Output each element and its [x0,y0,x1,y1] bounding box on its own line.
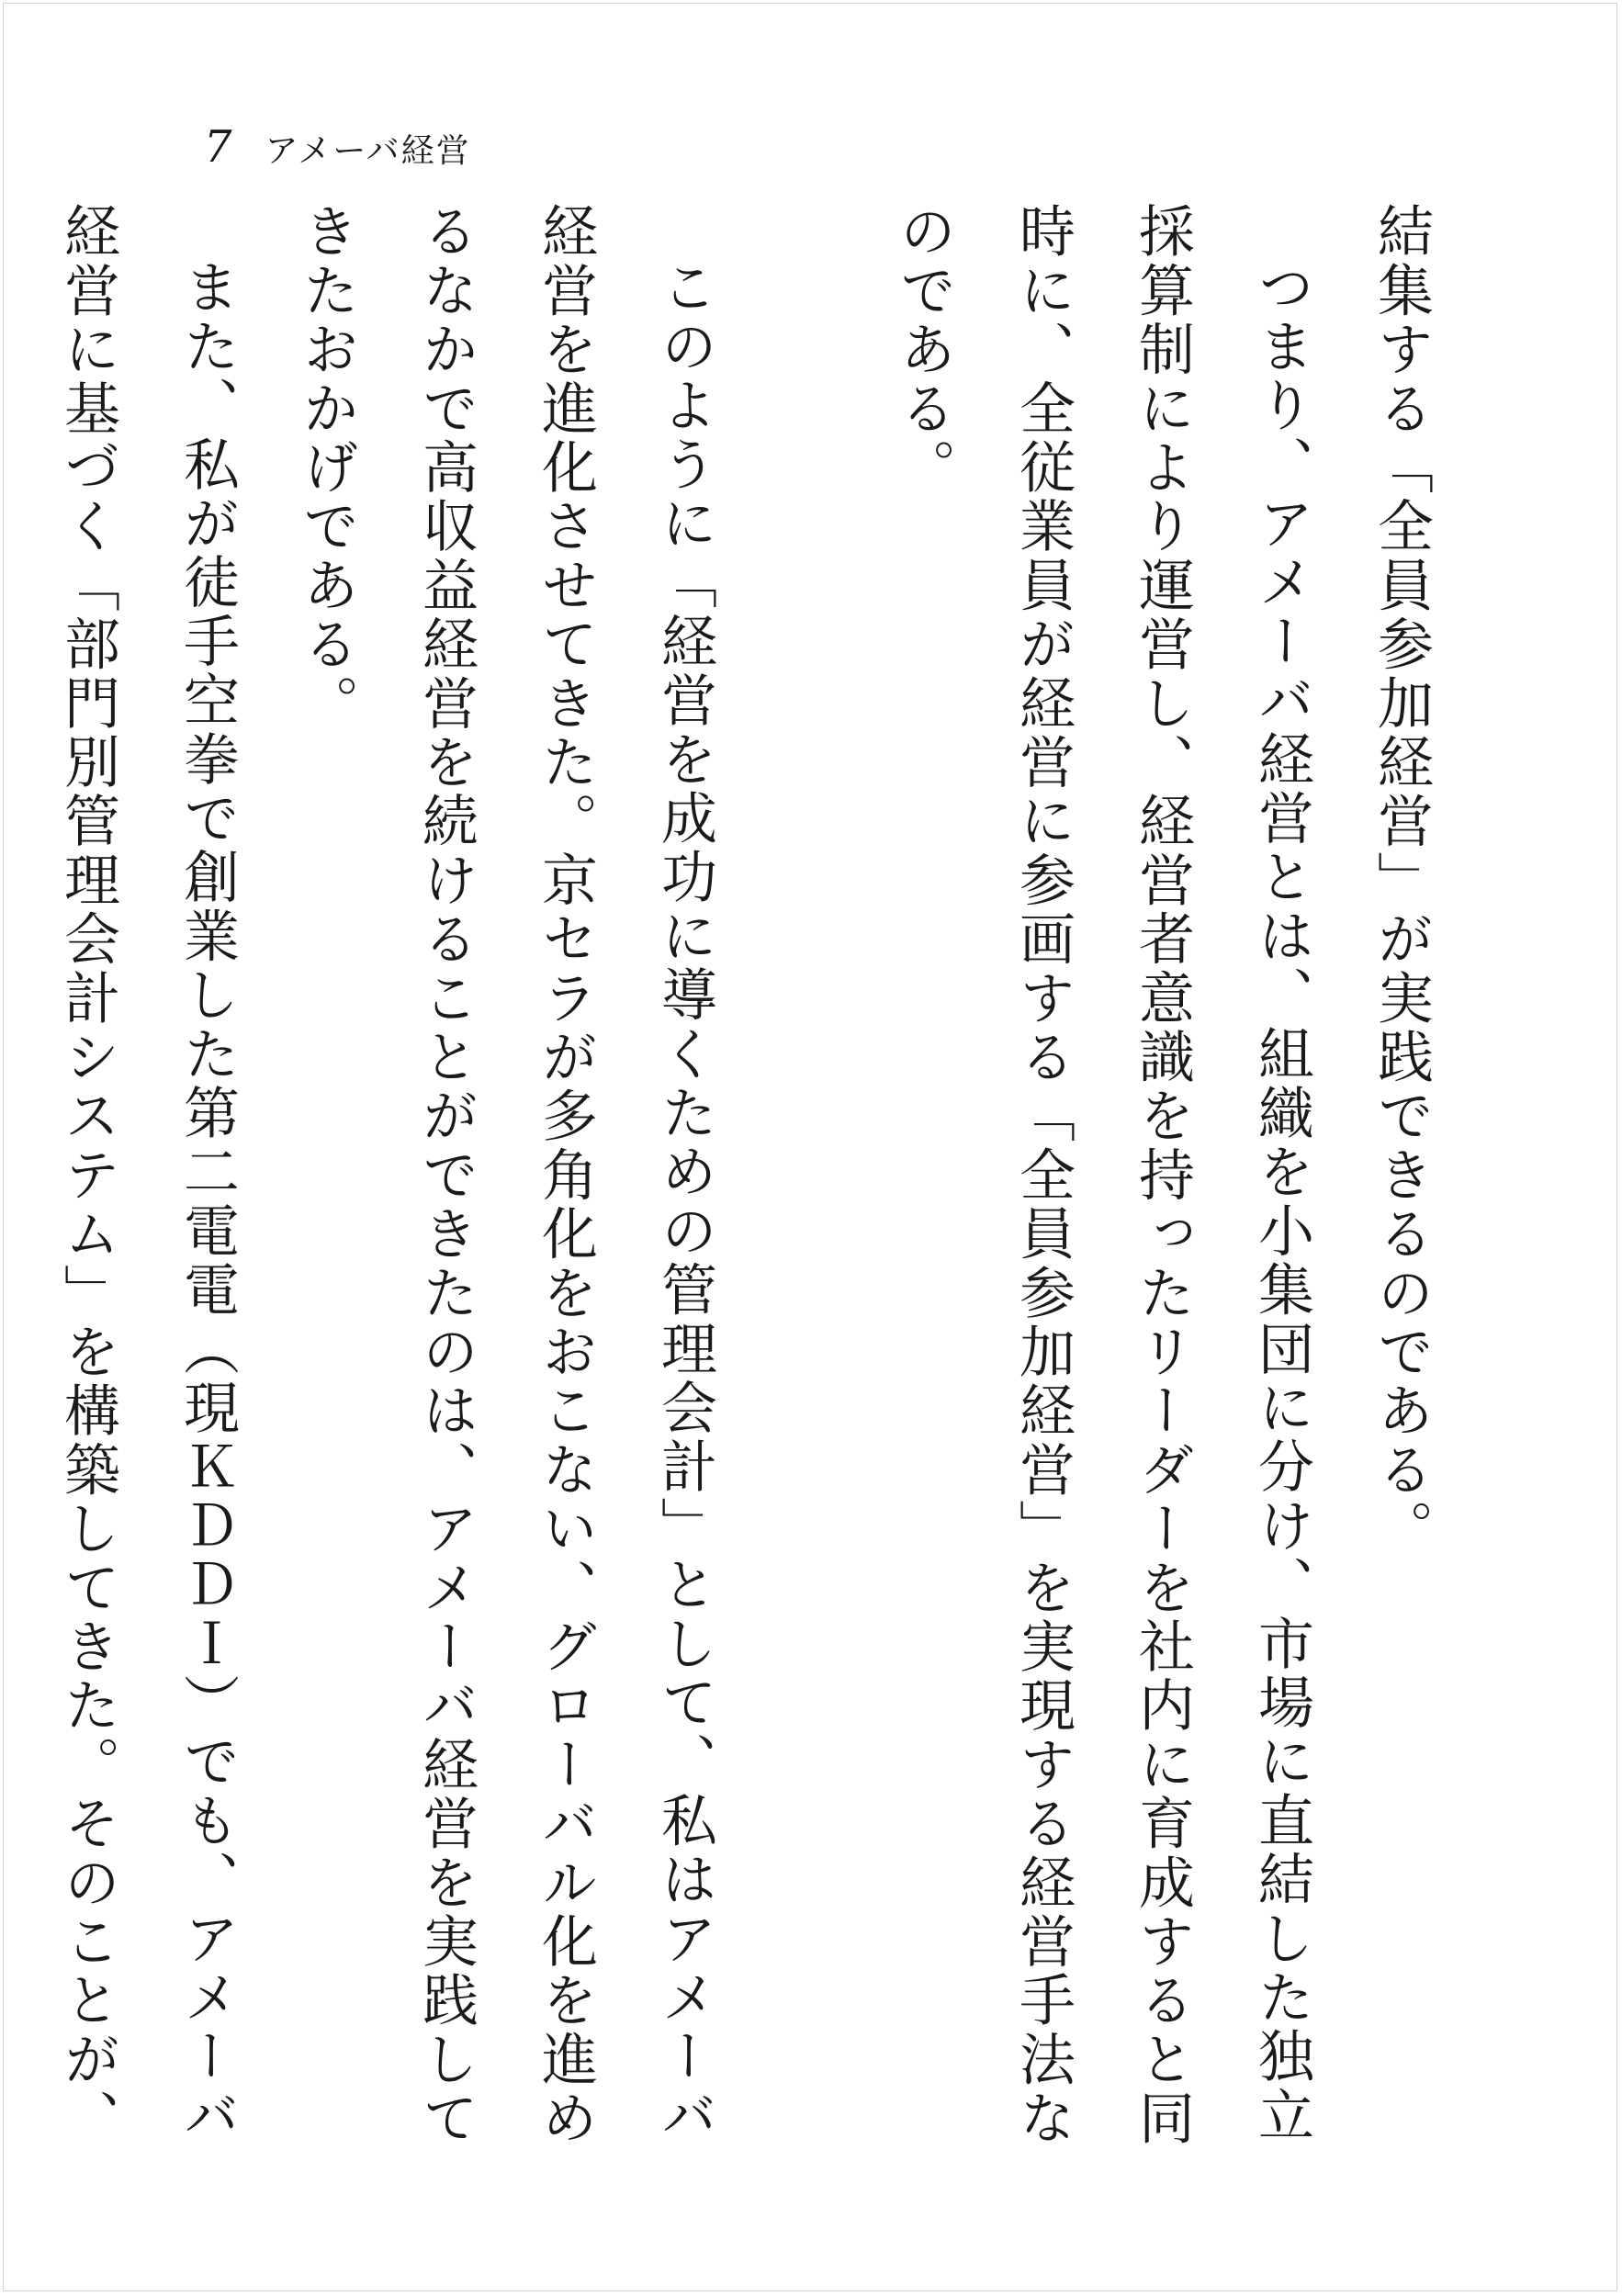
body-text [55,202,1460,2158]
paragraph-3: このように「経営を成功に導くための管理会計」として、私はアメーバ経営を進化させてきた。京セラが多角化をおこない、グローバル化を進めるなかで高収益経営を続けることができたのは、アメーバ経営を実践してきたおかげである。 [294,202,717,2148]
paragraph-break [744,202,863,2158]
paragraph-1: 結集する「全員参加経営」が実践できるのである。 [1369,202,1434,1559]
paragraph-4: また、私が徒手空拳で創業した第二電電（現ＫＤＤＩ）でも、アメーバ経営に基づく「部門別管理会計システム」を構築してきた。そのことが、 [55,202,240,2148]
paragraph-2: つまり、アメーバ経営とは、組織を小集団に分け、市場に直結した独立採算制により運営し、経営者意識を持ったリーダーを社内に育成すると同時に、全従業員が経営に参画する「全員参加経営」を実現する経営手法なのである。 [891,202,1314,2148]
running-head [204,119,471,174]
page-number: 7 [204,121,232,173]
chapter-title: アメーバ経営 [265,132,471,170]
